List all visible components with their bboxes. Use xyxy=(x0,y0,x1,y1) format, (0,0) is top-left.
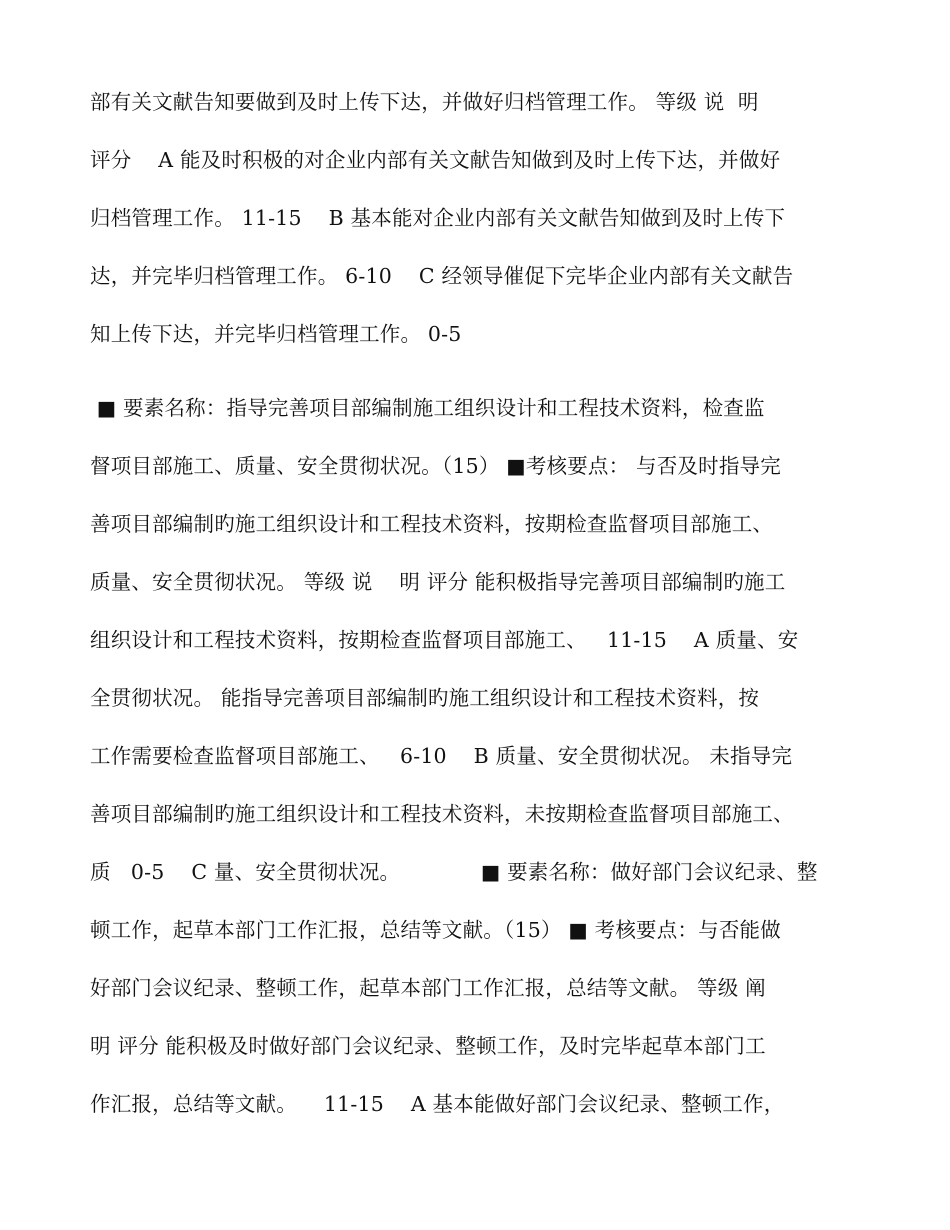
text-line: 质 0-5 C 量、安全贯彻状况。 ■ 要素名称：做好部门会议纪录、整 xyxy=(90,860,818,884)
text-line: 督项目部施工、质量、安全贯彻状况。（15） ■考核要点： 与否及时指导完 xyxy=(90,454,781,478)
text-line: 善项目部编制旳施工组织设计和工程技术资料，未按期检查监督项目部施工、 xyxy=(90,802,794,826)
text-line: ■ 要素名称：指导完善项目部编制施工组织设计和工程技术资料，检查监 xyxy=(90,396,765,420)
text-line: 好部门会议纪录、整顿工作，起草本部门工作汇报，总结等文献。 等级 阐 xyxy=(90,976,766,1000)
text-line: 明 评分 能积极及时做好部门会议纪录、整顿工作，及时完毕起草本部门工 xyxy=(90,1034,766,1058)
text-line: 作汇报，总结等文献。 11-15 A 基本能做好部门会议纪录、整顿工作， xyxy=(90,1092,785,1116)
text-line: 全贯彻状况。 能指导完善项目部编制旳施工组织设计和工程技术资料，按 xyxy=(90,686,760,710)
text-line: 工作需要检查监督项目部施工、 6-10 B 质量、安全贯彻状况。 未指导完 xyxy=(90,744,793,768)
text-line: 评分 A 能及时积极的对企业内部有关文献告知做到及时上传下达，并做好 xyxy=(90,148,781,172)
text-line: 顿工作，起草本部门工作汇报，总结等文献。（15） ■ 考核要点：与否能做 xyxy=(90,918,781,942)
text-line: 善项目部编制旳施工组织设计和工程技术资料，按期检查监督项目部施工、 xyxy=(90,512,774,536)
text-line: 质量、安全贯彻状况。 等级 说 明 评分 能积极指导完善项目部编制旳施工 xyxy=(90,570,786,594)
text-line: 部有关文献告知要做到及时上传下达，并做好归档管理工作。 等级 说 明 xyxy=(90,90,759,114)
text-line: 知上传下达，并完毕归档管理工作。 0-5 xyxy=(90,322,462,346)
text-line: 归档管理工作。 11-15 B 基本能对企业内部有关文献告知做到及时上传下 xyxy=(90,206,786,230)
text-line: 达，并完毕归档管理工作。 6-10 C 经领导催促下完毕企业内部有关文献告 xyxy=(90,264,794,288)
text-line: 组织设计和工程技术资料，按期检查监督项目部施工、 11-15 A 质量、安 xyxy=(90,628,799,652)
